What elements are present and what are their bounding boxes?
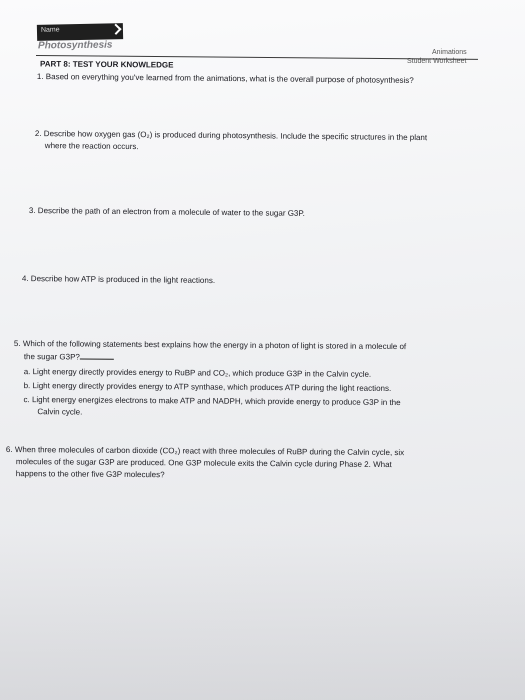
question-2	[35, 128, 427, 156]
chevron-icon	[110, 24, 121, 35]
question-2-line2: where the reaction occurs.	[44, 141, 139, 152]
question-5-line2: the sugar G3P?	[23, 352, 80, 362]
question-4	[22, 273, 215, 287]
question-4-text: 4. Describe how ATP is produced in the light reactions.	[21, 273, 216, 286]
question-6-line2: molecules of the sugar G3P are produced. One G3P molecule exits the Calvin cycle during Phase 2. What	[15, 457, 392, 470]
part-heading: PART 8: TEST YOUR KNOWLEDGE	[39, 59, 174, 70]
question-3-text: 3. Describe the path of an electron from a molecule of water to the sugar G3P.	[28, 205, 305, 218]
worksheet-title: Photosynthesis	[37, 39, 113, 52]
question-6-line1: 6. When three molecules of carbon dioxide (CO₂) react with three molecules of RuBP during the Calvin cycle, six	[5, 444, 405, 458]
question-5	[13, 338, 406, 421]
option-b: b. Light energy directly provides energy to ATP synthase, which produces ATP during the light reactions.	[23, 381, 392, 393]
animations-label: Animations	[432, 49, 467, 56]
name-tab	[37, 23, 123, 41]
option-c-line1: c. Light energy energizes electrons to make ATP and NADPH, which provide energy to produce G3P in the	[23, 395, 401, 408]
option-c-line2: Calvin cycle.	[37, 407, 83, 417]
question-3	[29, 205, 305, 220]
answer-blank[interactable]	[80, 351, 114, 360]
photo-shadow	[0, 530, 525, 700]
option-a: a. Light energy directly provides energy to RuBP and CO₂, which produce G3P in the Calvin cycle.	[23, 367, 372, 379]
question-2-line1: 2. Describe how oxygen gas (O₂) is produced during photosynthesis. Include the specific structures in the plant	[34, 128, 428, 143]
question-1-text: 1. Based on everything you've learned from the animations, what is the overall purpose of photosynthesis?	[36, 71, 414, 85]
name-tab-text: Name	[40, 26, 60, 34]
student-worksheet-label: Student Worksheet	[407, 58, 467, 65]
question-6-line3: happens to the other five G3P molecules?	[15, 469, 165, 480]
question-6	[6, 444, 405, 483]
question-5-line1: 5. Which of the following statements best explains how the energy in a photon of light is stored in a molecule of	[13, 338, 407, 352]
question-1	[37, 71, 414, 87]
